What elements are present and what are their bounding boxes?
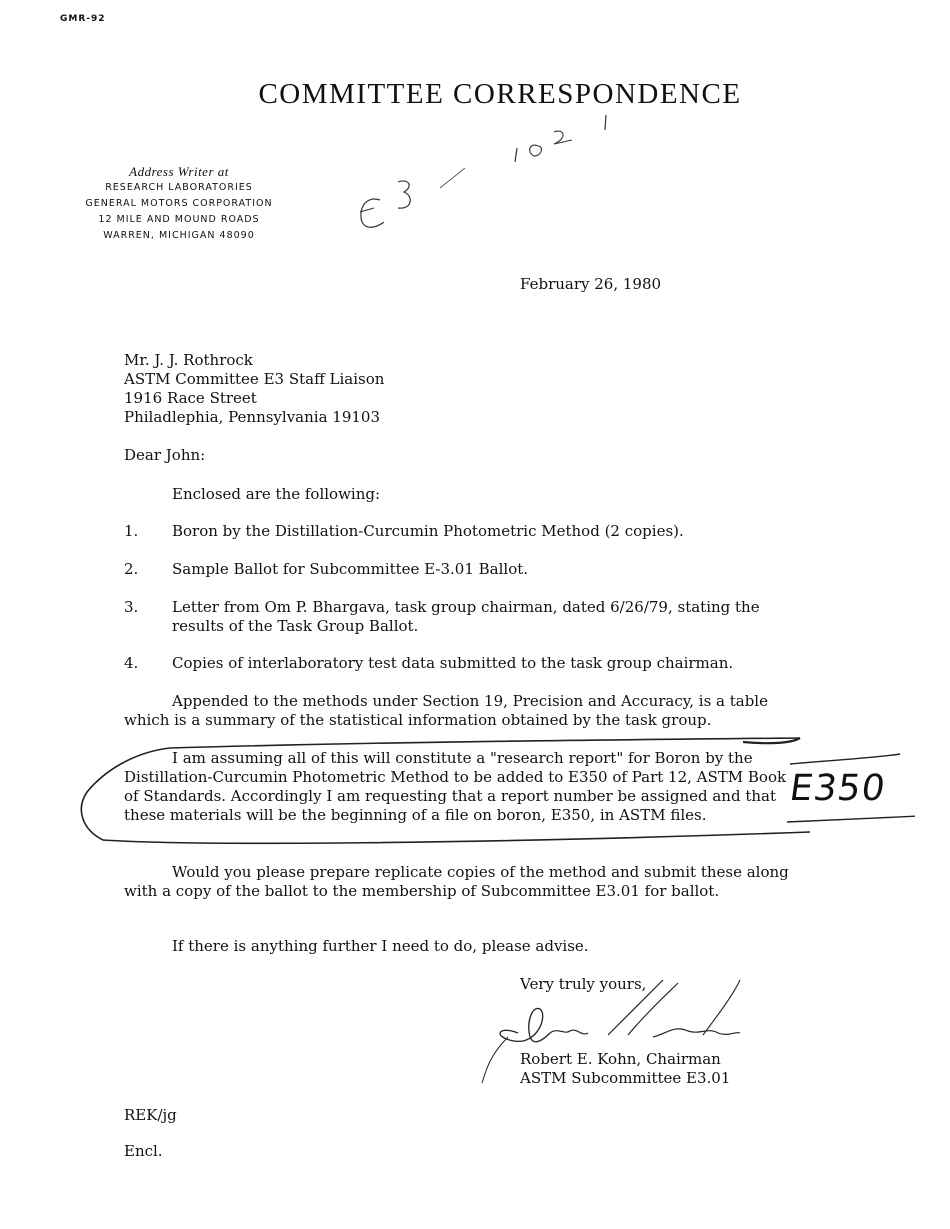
list-item-number: 1. (124, 522, 139, 540)
list-item (124, 522, 804, 542)
list-item-number: 2. (124, 560, 139, 578)
signatory-name: Robert E. Kohn, Chairman (520, 1050, 721, 1068)
form-id: GMR-92 (60, 14, 106, 24)
list-item-number: 4. (124, 654, 139, 672)
recipient-line: Philadlephia, Pennsylvania 19103 (124, 408, 380, 426)
handwritten-note-102 (510, 140, 533, 154)
list-item (124, 560, 804, 580)
list-item-text: Sample Ballot for Subcommittee E-3.01 Ballot. (172, 560, 529, 578)
address-line: 12 MILE AND MOUND ROADS (98, 214, 260, 225)
letter-date: February 26, 1980 (520, 275, 662, 293)
handwritten-note-e3 (360, 190, 375, 204)
address-line: RESEARCH LABORATORIES (105, 182, 253, 193)
enclosure-note: Encl. (124, 1142, 163, 1160)
address-line: WARREN, MICHIGAN 48090 (103, 230, 255, 241)
list-item-text: Boron by the Distillation-Curcumin Photometric Method (2 copies). (172, 522, 684, 540)
list-item (124, 654, 804, 674)
letterhead-address (60, 164, 298, 244)
recipient-address (124, 351, 384, 427)
list-item-number: 3. (124, 598, 139, 616)
address-header: Address Writer at (129, 164, 229, 179)
signature-block (520, 1050, 730, 1088)
paragraph-appended: Appended to the methods under Section 19, Precision and Accuracy, is a table which is a summary of the statistical information obtained by the task group. (124, 692, 768, 729)
recipient-line: Mr. J. J. Rothrock (124, 351, 253, 369)
recipient-line: 1916 Race Street (124, 389, 257, 407)
address-line: GENERAL MOTORS CORPORATION (85, 198, 273, 209)
reference-initials: REK/jg (124, 1106, 177, 1124)
letterhead-title: COMMITTEE CORRESPONDENCE (258, 78, 742, 110)
recipient-line: ASTM Committee E3 Staff Liaison (124, 370, 385, 388)
enclosed-intro: Enclosed are the following: (172, 485, 381, 503)
handwritten-margin-note: E350 (787, 768, 889, 809)
list-item-text: Letter from Om P. Bhargava, task group chairman, dated 6/26/79, stating the results of the Task Group Ballot. (172, 598, 760, 635)
paragraph-replicate: Would you please prepare replicate copies of the method and submit these along with a copy of the ballot to the membership of Subcommittee E3.01 for ballot. (124, 863, 789, 900)
signatory-title: ASTM Subcommittee E3.01 (520, 1069, 731, 1087)
list-item-text: Copies of interlaboratory test data submitted to the task group chairman. (172, 654, 734, 672)
handwritten-header-notes (340, 110, 660, 250)
paragraph-research-report: I am assuming all of this will constitute a "research report" for Boron by the Distillation-Curcumin Photometric Method to be added to E350 of Part 12, ASTM Book of Standards. Accordingly I am requesting that a report number be assigned and that these materials will be the beginning of a file on boron, E350, in ASTM files. (124, 749, 787, 824)
salutation: Dear John: (124, 446, 206, 464)
list-item (124, 598, 804, 638)
paragraph-further: If there is anything further I need to do, please advise. (172, 937, 589, 955)
closing: Very truly yours, (520, 975, 647, 993)
